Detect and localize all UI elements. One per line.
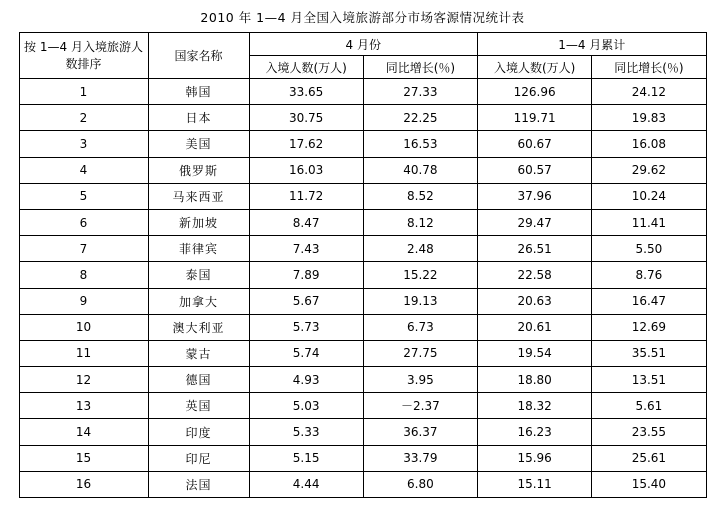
cell-country: 新加坡 — [148, 209, 249, 235]
cell-country: 澳大利亚 — [148, 314, 249, 340]
cell-country: 德国 — [148, 367, 249, 393]
cell-cumulative-arrivals: 20.63 — [478, 288, 592, 314]
table-row — [19, 105, 706, 131]
cell-cumulative-arrivals: 126.96 — [478, 79, 592, 105]
cell-rank: 16 — [19, 471, 148, 497]
cell-cumulative-arrivals: 29.47 — [478, 209, 592, 235]
header-cumulative-growth: 同比增长(％) — [592, 56, 706, 79]
cell-rank: 1 — [19, 79, 148, 105]
table-row — [19, 209, 706, 235]
header-cumulative-arrivals: 入境人数(万人) — [478, 56, 592, 79]
cell-month-arrivals: 11.72 — [249, 183, 363, 209]
cell-rank: 8 — [19, 262, 148, 288]
cell-rank: 6 — [19, 209, 148, 235]
cell-month-arrivals: 4.44 — [249, 471, 363, 497]
cell-month-growth: 27.33 — [363, 79, 477, 105]
cell-cumulative-arrivals: 15.11 — [478, 471, 592, 497]
cell-cumulative-growth: 5.50 — [592, 236, 706, 262]
cell-cumulative-growth: 23.55 — [592, 419, 706, 445]
cell-month-growth: 6.73 — [363, 314, 477, 340]
cell-month-arrivals: 5.74 — [249, 340, 363, 366]
cell-cumulative-arrivals: 60.57 — [478, 157, 592, 183]
table-row — [19, 157, 706, 183]
cell-cumulative-arrivals: 16.23 — [478, 419, 592, 445]
table-row — [19, 288, 706, 314]
cell-cumulative-growth: 29.62 — [592, 157, 706, 183]
cell-rank: 4 — [19, 157, 148, 183]
cell-cumulative-growth: 19.83 — [592, 105, 706, 131]
table-row — [19, 340, 706, 366]
cell-month-arrivals: 33.65 — [249, 79, 363, 105]
header-group-cumulative: 1—4 月累计 — [478, 33, 707, 56]
cell-month-growth: 19.13 — [363, 288, 477, 314]
table-row — [19, 367, 706, 393]
header-country: 国家名称 — [148, 33, 249, 79]
cell-rank: 10 — [19, 314, 148, 340]
cell-cumulative-growth: 8.76 — [592, 262, 706, 288]
cell-month-arrivals: 7.43 — [249, 236, 363, 262]
cell-cumulative-growth: 25.61 — [592, 445, 706, 471]
cell-cumulative-growth: 35.51 — [592, 340, 706, 366]
cell-cumulative-growth: 16.47 — [592, 288, 706, 314]
cell-month-growth: 3.95 — [363, 367, 477, 393]
cell-country: 蒙古 — [148, 340, 249, 366]
cell-rank: 13 — [19, 393, 148, 419]
cell-month-arrivals: 8.47 — [249, 209, 363, 235]
cell-month-growth: 2.48 — [363, 236, 477, 262]
header-rank: 按 1—4 月入境旅游人数排序 — [19, 33, 148, 79]
cell-country: 韩国 — [148, 79, 249, 105]
cell-cumulative-arrivals: 26.51 — [478, 236, 592, 262]
cell-country: 加拿大 — [148, 288, 249, 314]
cell-month-growth: 40.78 — [363, 157, 477, 183]
cell-country: 泰国 — [148, 262, 249, 288]
table-row — [19, 445, 706, 471]
cell-country: 俄罗斯 — [148, 157, 249, 183]
cell-month-arrivals: 5.67 — [249, 288, 363, 314]
cell-month-growth: －2.37 — [363, 393, 477, 419]
cell-month-arrivals: 30.75 — [249, 105, 363, 131]
cell-rank: 14 — [19, 419, 148, 445]
statistics-table — [19, 32, 707, 498]
cell-rank: 3 — [19, 131, 148, 157]
cell-cumulative-arrivals: 119.71 — [478, 105, 592, 131]
cell-cumulative-growth: 13.51 — [592, 367, 706, 393]
cell-rank: 15 — [19, 445, 148, 471]
header-month-growth: 同比增长(％) — [363, 56, 477, 79]
cell-rank: 7 — [19, 236, 148, 262]
table-row — [19, 131, 706, 157]
header-row-groups — [19, 33, 706, 56]
cell-cumulative-arrivals: 20.61 — [478, 314, 592, 340]
cell-month-growth: 27.75 — [363, 340, 477, 366]
cell-cumulative-arrivals: 19.54 — [478, 340, 592, 366]
table-row — [19, 471, 706, 497]
cell-month-arrivals: 16.03 — [249, 157, 363, 183]
cell-month-arrivals: 5.03 — [249, 393, 363, 419]
cell-month-growth: 16.53 — [363, 131, 477, 157]
table-row — [19, 314, 706, 340]
table-row — [19, 419, 706, 445]
header-month-arrivals: 入境人数(万人) — [249, 56, 363, 79]
cell-country: 印尼 — [148, 445, 249, 471]
table-header — [19, 33, 706, 79]
table-body — [19, 79, 706, 498]
cell-cumulative-arrivals: 60.67 — [478, 131, 592, 157]
table-row — [19, 393, 706, 419]
table-row — [19, 236, 706, 262]
page-title: 2010 年 1—4 月全国入境旅游部分市场客源情况统计表 — [200, 10, 525, 25]
table-row — [19, 262, 706, 288]
cell-rank: 5 — [19, 183, 148, 209]
cell-rank: 2 — [19, 105, 148, 131]
cell-month-growth: 15.22 — [363, 262, 477, 288]
cell-month-arrivals: 7.89 — [249, 262, 363, 288]
cell-cumulative-arrivals: 18.80 — [478, 367, 592, 393]
cell-month-growth: 33.79 — [363, 445, 477, 471]
cell-month-growth: 8.12 — [363, 209, 477, 235]
cell-country: 印度 — [148, 419, 249, 445]
cell-month-arrivals: 5.15 — [249, 445, 363, 471]
cell-month-arrivals: 5.73 — [249, 314, 363, 340]
cell-month-growth: 36.37 — [363, 419, 477, 445]
cell-cumulative-arrivals: 15.96 — [478, 445, 592, 471]
cell-rank: 12 — [19, 367, 148, 393]
cell-cumulative-arrivals: 22.58 — [478, 262, 592, 288]
cell-country: 法国 — [148, 471, 249, 497]
table-row — [19, 79, 706, 105]
cell-cumulative-growth: 12.69 — [592, 314, 706, 340]
cell-cumulative-arrivals: 18.32 — [478, 393, 592, 419]
cell-cumulative-growth: 11.41 — [592, 209, 706, 235]
cell-country: 马来西亚 — [148, 183, 249, 209]
cell-country: 日本 — [148, 105, 249, 131]
cell-month-arrivals: 5.33 — [249, 419, 363, 445]
cell-month-arrivals: 4.93 — [249, 367, 363, 393]
cell-rank: 11 — [19, 340, 148, 366]
cell-cumulative-arrivals: 37.96 — [478, 183, 592, 209]
cell-month-growth: 6.80 — [363, 471, 477, 497]
cell-country: 菲律宾 — [148, 236, 249, 262]
cell-month-growth: 22.25 — [363, 105, 477, 131]
cell-rank: 9 — [19, 288, 148, 314]
cell-cumulative-growth: 10.24 — [592, 183, 706, 209]
table-row — [19, 183, 706, 209]
cell-country: 美国 — [148, 131, 249, 157]
cell-cumulative-growth: 24.12 — [592, 79, 706, 105]
cell-month-arrivals: 17.62 — [249, 131, 363, 157]
cell-cumulative-growth: 16.08 — [592, 131, 706, 157]
cell-month-growth: 8.52 — [363, 183, 477, 209]
cell-cumulative-growth: 15.40 — [592, 471, 706, 497]
cell-cumulative-growth: 5.61 — [592, 393, 706, 419]
header-group-month: 4 月份 — [249, 33, 478, 56]
cell-country: 英国 — [148, 393, 249, 419]
